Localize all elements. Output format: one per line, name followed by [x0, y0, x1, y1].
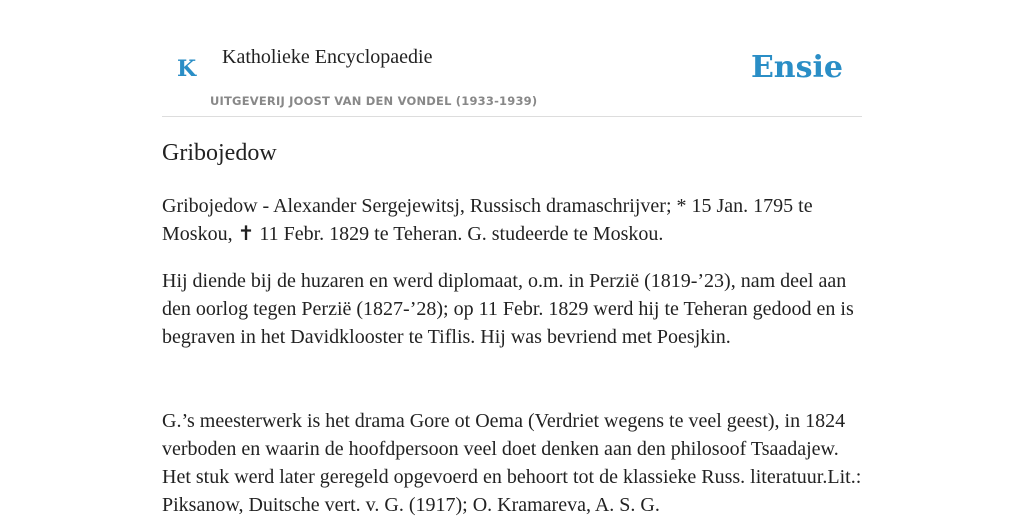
article-paragraph-2: Hij diende bij de huzaren en werd diplomaat, o.m. in Perzië (1819-’23), nam deel aan den oorlog tegen Perzië (1827-’28); op 11 Febr. 1829 werd hij te Teheran gedood en is begraven in het Davidklooster te Tiflis. Hij was bevriend met Poesjkin.: [162, 270, 854, 348]
article-paragraph-3: G.’s meesterwerk is het drama Gore ot Oema (Verdriet wegens te veel geest), in 1824 verboden en waarin de hoofdpersoon veel doet denken aan den philosoof Tsaadajew. Het stuk werd later geregeld opgevoerd en behoort tot de klassieke Russ. literatuur.Lit.: Piksanow, Duitsche vert. v. G. (1917); O. Kramareva, A. S. G.: [162, 410, 862, 516]
ensie-brand-link[interactable]: Ensie: [750, 50, 843, 85]
site-header: [162, 0, 862, 117]
encyclopedia-logo-icon[interactable]: K: [177, 56, 197, 82]
article-title: Gribojedow: [162, 140, 277, 166]
page-container: [162, 0, 862, 516]
article-paragraph-1: Gribojedow - Alexander Sergejewitsj, Russisch dramaschrijver; * 15 Jan. 1795 te Moskou, ✝ 11 Febr. 1829 te Teheran. G. studeerde te Moskou.: [162, 195, 813, 245]
site-title[interactable]: Katholieke Encyclopaedie: [222, 46, 433, 68]
publisher-subtitle: UITGEVERIJ JOOST VAN DEN VONDEL (1933-1939): [210, 94, 538, 108]
